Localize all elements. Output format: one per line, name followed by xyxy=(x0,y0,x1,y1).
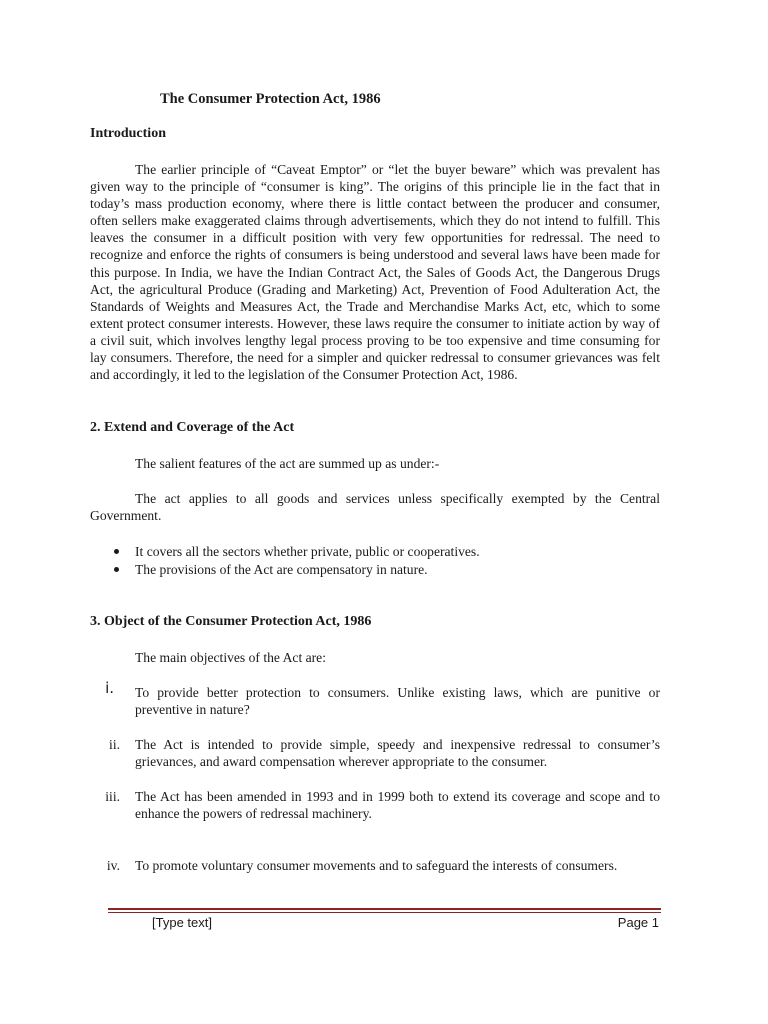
objective-item xyxy=(90,788,660,822)
coverage-bullet-list xyxy=(90,543,660,579)
objective-number: i. xyxy=(105,679,114,697)
objective-number: iii. xyxy=(105,789,120,804)
section-2-heading: 2. Extend and Coverage of the Act xyxy=(90,420,295,435)
bullet-text: It covers all the sectors whether private, public or cooperatives. xyxy=(135,544,480,559)
objective-text: The Act has been amended in 1993 and in 1999 both to extend its coverage and scope and to enhance the powers of redressal machinery. xyxy=(135,789,660,822)
footer-rule xyxy=(108,912,661,913)
footer-rule xyxy=(108,908,661,910)
section-2-intro: The salient features of the act are summed up as under:- xyxy=(135,456,440,471)
section-2-paragraph: The act applies to all goods and services unless specifically exempted by the Central Government. xyxy=(90,491,660,524)
section-3-intro: The main objectives of the Act are: xyxy=(135,650,326,665)
objective-item xyxy=(90,679,660,718)
objective-number: ii. xyxy=(109,737,120,752)
objective-item xyxy=(90,857,660,874)
footer-placeholder-text[interactable]: [Type text] xyxy=(152,915,212,930)
objective-number: iv. xyxy=(106,858,120,873)
document-title: The Consumer Protection Act, 1986 xyxy=(160,91,381,107)
objective-text: To provide better protection to consumers. Unlike existing laws, which are punitive or preventive in nature? xyxy=(135,685,660,718)
introduction-heading: Introduction xyxy=(90,126,166,141)
bullet-icon xyxy=(114,567,119,572)
bullet-item xyxy=(90,561,660,579)
objective-text: To promote voluntary consumer movements and to safeguard the interests of consumers. xyxy=(135,858,618,873)
bullet-item xyxy=(90,543,660,561)
footer-page-number: Page 1 xyxy=(617,915,659,930)
introduction-paragraph: The earlier principle of “Caveat Emptor” or “let the buyer beware” which was prevalent has given way to the principle of “consumer is king”. The origins of this principle lie in the fact that in today’s mass production economy, where there is little contact between the producer and consumer, often sellers make exaggerated claims through advertisements, which they do not intend to fulfill. This leaves the consumer in a difficult position with very few opportunities for redressal. The need to recognize and enforce the rights of consumers is being understood and several laws have been made for this purpose. In India, we have the Indian Contract Act, the Sales of Goods Act, the Dangerous Drugs Act, the agricultural Produce (Grading and Marketing) Act, Prevention of Food Adulteration Act, the Standards of Weights and Measures Act, the Trade and Merchandise Marks Act, etc, which to some extent protect consumer interests. However, these laws require the consumer to initiate action by way of a civil suit, which involves lengthy legal process proving to be too expensive and time consuming for lay consumers. Therefore, the need for a simpler and quicker redressal to consumer grievances was felt and accordingly, it led to the legislation of the Consumer Protection Act, 1986. xyxy=(90,162,660,383)
objective-text: The Act is intended to provide simple, speedy and inexpensive redressal to consumer’s grievances, and award compensation wherever appropriate to the consumer. xyxy=(135,737,660,770)
objective-item xyxy=(90,736,660,770)
bullet-text: The provisions of the Act are compensatory in nature. xyxy=(135,562,428,577)
section-3-heading: 3. Object of the Consumer Protection Act, 1986 xyxy=(90,614,372,629)
bullet-icon xyxy=(114,549,119,554)
